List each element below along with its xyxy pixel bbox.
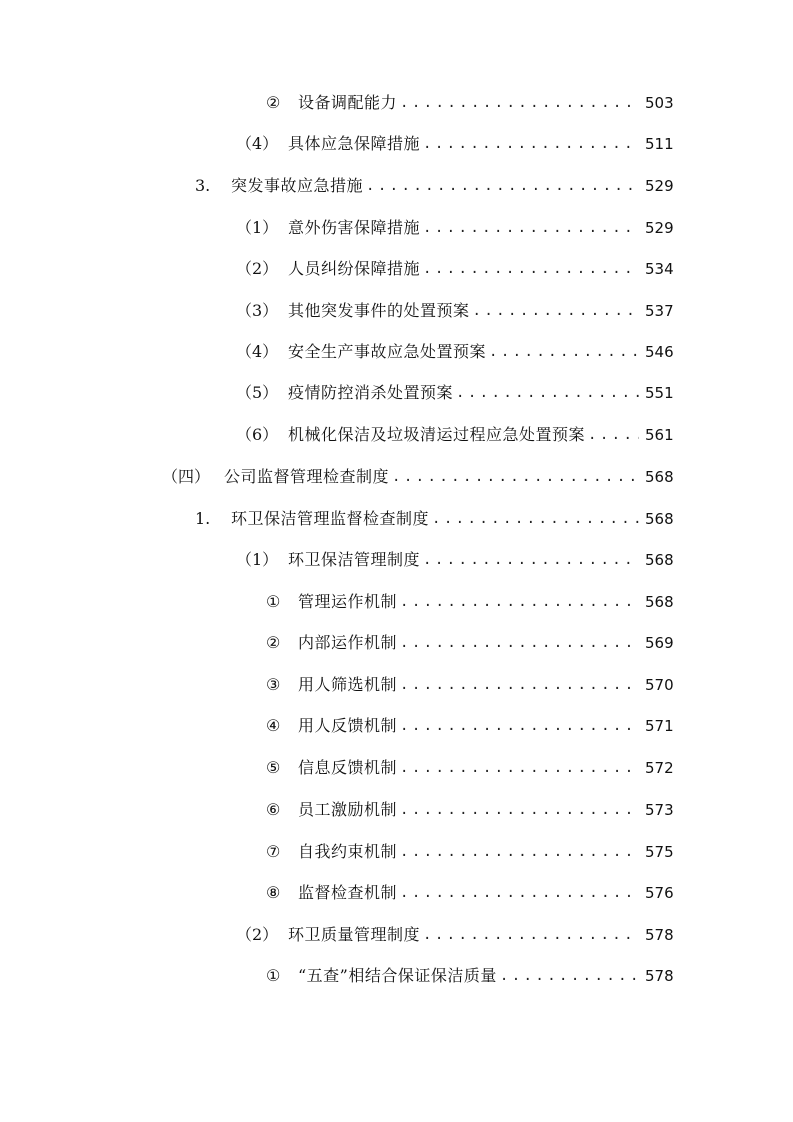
toc-entry-title: 人员纠纷保障措施 [288,259,421,278]
toc-entry [236,421,673,449]
toc-entry-title: 机械化保洁及垃圾清运过程应急处置预案 [288,425,586,444]
toc-entry-page: 568 [645,593,674,611]
toc-entry-number: ② [266,633,281,652]
toc-entry-page: 576 [645,884,674,902]
toc-entry-page: 529 [645,219,674,237]
toc-entry-number: 1. [195,509,211,528]
toc-entry-title: 环卫保洁管理监督检查制度 [231,509,430,528]
toc-entry-title: 意外伤害保障措施 [288,218,421,237]
toc-entry-number: ② [266,93,281,112]
toc-entry-number: （4） [236,134,279,153]
toc-entry-title: 安全生产事故应急处置预案 [288,342,487,361]
toc-entry-title: 环卫质量管理制度 [288,925,421,944]
toc-entry [236,338,673,366]
toc-entry-number: （四） [162,467,211,486]
toc-entry-page: 573 [645,801,674,819]
toc-entry [266,962,673,990]
toc-entry [236,921,673,949]
toc-entry-title: 自我约束机制 [298,842,398,861]
toc-entry-page: 571 [645,717,674,735]
toc-entry-number: ⑤ [266,758,281,777]
toc-entry-page: 551 [645,384,674,402]
toc-entry [266,671,673,699]
toc-entry-number: ① [266,966,281,985]
toc-entry-page: 534 [645,260,674,278]
toc-entry [266,588,673,616]
toc-entry-page: 572 [645,759,674,777]
toc-dot-leader [400,754,639,782]
toc-entry-title: 其他突发事件的处置预案 [288,301,470,320]
toc-entry-title: 公司监督管理检查制度 [224,467,390,486]
toc-entry-page: 537 [645,302,674,320]
toc-dot-leader [400,838,639,866]
toc-dot-leader [400,671,639,699]
toc-entry-title: 设备调配能力 [298,93,398,112]
toc-entry-page: 568 [645,551,674,569]
toc-entry [266,796,673,824]
toc-entry [266,754,673,782]
toc-dot-leader [473,297,639,325]
toc-entry [236,255,673,283]
toc-entry [236,546,673,574]
toc-entry-title: 信息反馈机制 [298,758,398,777]
toc-entry-page: 569 [645,634,674,652]
toc-entry-number: ⑥ [266,800,281,819]
toc-entry-page: 511 [645,135,674,153]
toc-dot-leader [400,89,639,117]
toc-entry-page: 568 [645,468,674,486]
toc-entry-page: 568 [645,510,674,528]
toc-entry-title: 内部运作机制 [298,633,398,652]
toc-entry-title: 管理运作机制 [298,592,398,611]
toc-entry-number: （3） [236,301,279,320]
toc-entry-title: 具体应急保障措施 [288,134,421,153]
toc-entry-page: 529 [645,177,674,195]
toc-entry-number: （5） [236,383,279,402]
toc-entry-number: ④ [266,716,281,735]
toc-entry-title: 监督检查机制 [298,883,398,902]
toc-entry-title: 用人筛选机制 [298,675,398,694]
toc-entry-number: ③ [266,675,281,694]
toc-dot-leader [423,921,639,949]
toc-entry-number: （1） [236,550,279,569]
toc-entry [162,463,673,491]
toc-entry [266,89,673,117]
toc-entry-page: 561 [645,426,674,444]
toc-dot-leader [400,712,639,740]
toc-dot-leader [423,255,639,283]
toc-entry [236,130,673,158]
toc-dot-leader [400,588,639,616]
toc-entry-number: （6） [236,425,279,444]
toc-entry [266,712,673,740]
toc-entry-page: 578 [645,926,674,944]
toc-entry [266,629,673,657]
toc-dot-leader [588,421,639,449]
toc-entry-title: 环卫保洁管理制度 [288,550,421,569]
toc-entry-number: ⑧ [266,883,281,902]
toc-entry [195,505,673,533]
toc-dot-leader [400,879,639,907]
toc-dot-leader [400,796,639,824]
toc-dot-leader [423,546,639,574]
toc-entry [236,214,673,242]
toc-entry [195,172,673,200]
toc-entry-number: 3. [195,176,211,195]
toc-entry-number: （4） [236,342,279,361]
toc-entry-page: 578 [645,967,674,985]
toc-dot-leader [432,505,639,533]
toc-entry-title: 疫情防控消杀处置预案 [288,383,454,402]
toc-entry-number: （2） [236,259,279,278]
toc-entry-number: （2） [236,925,279,944]
toc-dot-leader [366,172,639,200]
toc-entry [266,838,673,866]
toc-entry-title: 突发事故应急措施 [231,176,364,195]
toc-dot-leader [456,379,639,407]
toc-entry-number: ① [266,592,281,611]
toc-dot-leader [423,214,639,242]
toc-dot-leader [489,338,639,366]
toc-entry-title: “五查”相结合保证保洁质量 [298,966,497,985]
toc-entry [236,379,673,407]
toc-entry-number: （1） [236,218,279,237]
toc-dot-leader [400,629,639,657]
toc-dot-leader [500,962,639,990]
toc-entry-title: 用人反馈机制 [298,716,398,735]
toc-entry-title: 员工激励机制 [298,800,398,819]
toc-entry-page: 503 [645,94,674,112]
toc-entry [266,879,673,907]
toc-dot-leader [423,130,639,158]
toc-entry [236,297,673,325]
toc-entry-page: 546 [645,343,674,361]
toc-dot-leader [392,463,639,491]
toc-entry-page: 575 [645,843,674,861]
toc-entry-number: ⑦ [266,842,281,861]
toc-entry-page: 570 [645,676,674,694]
